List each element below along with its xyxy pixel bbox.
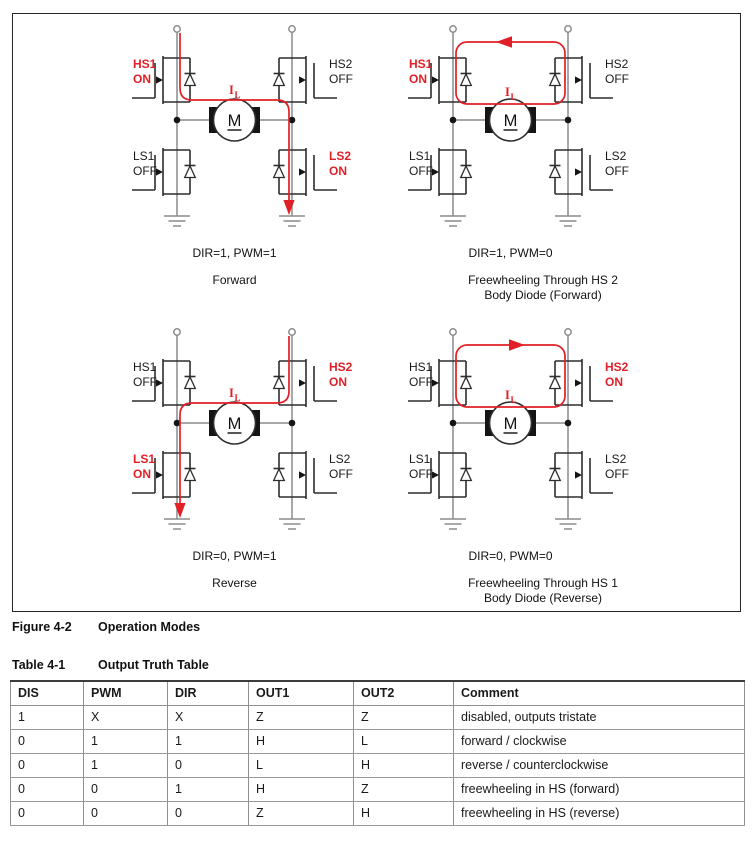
ls1-label: LS1 xyxy=(409,452,431,466)
condition-caption: DIR=0, PWM=1 xyxy=(192,549,277,563)
cell-dir: X xyxy=(168,705,249,729)
mode-caption xyxy=(393,273,693,303)
mode-line1: Freewheeling Through HS 1 xyxy=(468,576,618,590)
mode-caption xyxy=(117,273,352,303)
hbridge-diagram-freewheel-reverse xyxy=(393,323,693,535)
table-caption-title: Output Truth Table xyxy=(98,658,209,672)
figure-operation-modes xyxy=(12,13,741,612)
cell-out1: H xyxy=(249,777,354,801)
current-arrow-icon xyxy=(283,200,294,215)
cell-out1: Z xyxy=(249,801,354,825)
hs1-label: HS1 xyxy=(409,57,433,71)
cell-out1: Z xyxy=(249,705,354,729)
cell-dir: 0 xyxy=(168,801,249,825)
circuit-freewheel-reverse xyxy=(393,323,693,606)
cell-out2: H xyxy=(354,801,454,825)
cell-pwm: 0 xyxy=(84,801,168,825)
cell-dir: 1 xyxy=(168,777,249,801)
cell-pwm: 1 xyxy=(84,729,168,753)
table-header-row xyxy=(11,681,745,705)
ls2-state: OFF xyxy=(329,467,353,481)
current-label: I xyxy=(229,83,234,97)
table-row xyxy=(11,729,745,753)
cell-pwm: 1 xyxy=(84,753,168,777)
header-dis: DIS xyxy=(11,681,84,705)
hs2-label: HS2 xyxy=(605,57,629,71)
hs1-state: OFF xyxy=(133,375,157,389)
cell-out2: Z xyxy=(354,777,454,801)
cell-out1: H xyxy=(249,729,354,753)
cell-comment: disabled, outputs tristate xyxy=(454,705,745,729)
figure-caption-label: Figure 4-2 xyxy=(12,620,72,634)
ls1-state: OFF xyxy=(409,467,433,481)
condition-caption: DIR=0, PWM=0 xyxy=(468,549,553,563)
hbridge-diagram-freewheel-forward xyxy=(393,20,693,232)
mode-line1: Forward xyxy=(212,273,257,287)
cell-comment: freewheeling in HS (forward) xyxy=(454,777,745,801)
header-dir: DIR xyxy=(168,681,249,705)
ls2-label: LS2 xyxy=(605,452,627,466)
current-label-sub: L xyxy=(510,395,517,405)
cell-dir: 1 xyxy=(168,729,249,753)
cell-dis: 1 xyxy=(11,705,84,729)
circuit-reverse xyxy=(117,323,417,606)
ls1-state: OFF xyxy=(133,164,157,178)
circuit-forward xyxy=(117,20,417,303)
mode-line1: Freewheeling Through HS 2 xyxy=(468,273,618,287)
figure-caption-title: Operation Modes xyxy=(98,620,201,634)
mode-caption xyxy=(393,576,693,606)
motor-label: M xyxy=(227,112,242,130)
ls2-state: OFF xyxy=(605,164,629,178)
ls2-label: LS2 xyxy=(329,452,351,466)
ls1-state: OFF xyxy=(409,164,433,178)
table-row xyxy=(11,777,745,801)
hs2-label: HS2 xyxy=(329,360,353,374)
table-row xyxy=(11,705,745,729)
table-row xyxy=(11,753,745,777)
condition-caption: DIR=1, PWM=1 xyxy=(192,246,277,260)
cell-pwm: X xyxy=(84,705,168,729)
ls2-state: OFF xyxy=(605,467,629,481)
header-out2: OUT2 xyxy=(354,681,454,705)
hs1-state: OFF xyxy=(409,375,433,389)
current-arrow-icon xyxy=(174,503,185,518)
header-out1: OUT1 xyxy=(249,681,354,705)
hs2-state: ON xyxy=(605,375,623,389)
hs1-state: ON xyxy=(409,72,427,86)
mode-line1: Reverse xyxy=(212,576,257,590)
current-arrow-icon xyxy=(496,36,512,48)
hs1-state: ON xyxy=(133,72,151,86)
cell-out2: Z xyxy=(354,705,454,729)
ls1-label: LS1 xyxy=(133,452,156,466)
header-comment: Comment xyxy=(454,681,745,705)
hs1-label: HS1 xyxy=(409,360,433,374)
output-truth-table xyxy=(10,680,745,826)
hs1-label: HS1 xyxy=(133,360,157,374)
cell-dir: 0 xyxy=(168,753,249,777)
hs2-state: OFF xyxy=(605,72,629,86)
header-pwm: PWM xyxy=(84,681,168,705)
cell-dis: 0 xyxy=(11,777,84,801)
motor-label: M xyxy=(227,415,242,433)
motor-label: M xyxy=(503,112,518,130)
cell-pwm: 0 xyxy=(84,777,168,801)
cell-dis: 0 xyxy=(11,753,84,777)
hs2-label: HS2 xyxy=(329,57,353,71)
cell-out1: L xyxy=(249,753,354,777)
current-label: I xyxy=(505,388,510,402)
current-label-sub: L xyxy=(234,393,241,403)
ls1-label: LS1 xyxy=(409,149,431,163)
table-row xyxy=(11,801,745,825)
current-label-sub: L xyxy=(234,90,241,100)
mode-caption xyxy=(117,576,352,606)
hs2-state: OFF xyxy=(329,72,353,86)
ls1-state: ON xyxy=(133,467,151,481)
cell-comment: reverse / counterclockwise xyxy=(454,753,745,777)
hs2-label: HS2 xyxy=(605,360,629,374)
current-label: I xyxy=(505,85,510,99)
hs2-state: ON xyxy=(329,375,347,389)
cell-dis: 0 xyxy=(11,729,84,753)
hbridge-diagram-reverse xyxy=(117,323,417,535)
cell-dis: 0 xyxy=(11,801,84,825)
ls2-label: LS2 xyxy=(329,149,352,163)
ls2-label: LS2 xyxy=(605,149,627,163)
mode-line2: Body Diode (Reverse) xyxy=(483,591,603,605)
current-label: I xyxy=(229,386,234,400)
cell-out2: H xyxy=(354,753,454,777)
ls2-state: ON xyxy=(329,164,347,178)
table-caption xyxy=(12,658,209,672)
figure-caption xyxy=(12,620,200,634)
condition-caption: DIR=1, PWM=0 xyxy=(468,246,553,260)
cell-comment: freewheeling in HS (reverse) xyxy=(454,801,745,825)
table-caption-label: Table 4-1 xyxy=(12,658,66,672)
hbridge-diagram-forward xyxy=(117,20,417,232)
cell-comment: forward / clockwise xyxy=(454,729,745,753)
circuit-freewheel-forward xyxy=(393,20,693,303)
cell-out2: L xyxy=(354,729,454,753)
current-arrow-icon xyxy=(509,339,525,351)
current-label-sub: L xyxy=(510,92,517,102)
motor-label: M xyxy=(503,415,518,433)
mode-line2: Body Diode (Forward) xyxy=(484,288,602,302)
hs1-label: HS1 xyxy=(133,57,157,71)
ls1-label: LS1 xyxy=(133,149,155,163)
